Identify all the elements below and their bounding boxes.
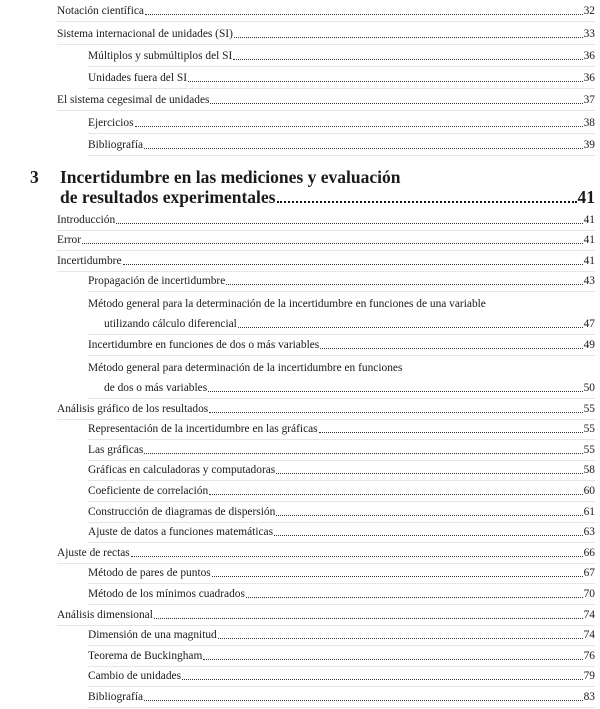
dot-leader: [144, 148, 583, 149]
toc-entry[interactable]: [57, 251, 595, 272]
dot-leader: [218, 638, 583, 639]
entry-page-number: 55: [583, 402, 595, 415]
dot-leader: [210, 103, 582, 104]
dot-leader: [233, 59, 582, 60]
chapter-title-line1: Incertidumbre en las mediciones y evaluación: [60, 167, 401, 188]
toc-entry[interactable]: [88, 687, 595, 708]
toc-entry[interactable]: [88, 502, 595, 523]
dot-leader: [274, 535, 583, 536]
entry-title: Dimensión de una magnitud: [88, 629, 217, 642]
entry-page-number: 39: [583, 139, 595, 152]
dot-leader: [276, 515, 582, 516]
dot-leader: [212, 576, 583, 577]
toc-entry[interactable]: [88, 523, 595, 544]
entry-page-number: 74: [583, 629, 595, 642]
entry-page-number: 70: [583, 587, 595, 600]
dot-leader: [144, 453, 582, 454]
dot-leader: [116, 223, 582, 224]
toc-entry[interactable]: [88, 564, 595, 585]
entry-title: Las gráficas: [88, 443, 144, 456]
toc-entry[interactable]: [88, 584, 595, 605]
chapter-entries: [0, 210, 600, 708]
toc-entry[interactable]: [88, 111, 595, 133]
toc-entry[interactable]: [88, 272, 595, 293]
toc-entry[interactable]: [88, 67, 595, 89]
entry-page-number: 63: [583, 526, 595, 539]
previous-chapter-entries: [0, 0, 600, 156]
toc-entry[interactable]: [57, 231, 595, 252]
entry-title: Ejercicios: [88, 116, 134, 129]
dot-leader: [234, 37, 583, 38]
dot-leader: [209, 494, 582, 495]
entry-page-number: 79: [583, 670, 595, 683]
entry-title: Propagación de incertidumbre: [88, 275, 226, 288]
dot-leader: [246, 597, 583, 598]
entry-title: Introducción: [57, 213, 116, 226]
entry-title: Bibliografía: [88, 139, 144, 152]
entry-title: Notación científica: [57, 5, 144, 18]
toc-entry[interactable]: [57, 399, 595, 420]
entry-page-number: 36: [583, 49, 595, 62]
entry-page-number: 37: [583, 94, 595, 107]
entry-page-number: 49: [583, 339, 595, 352]
toc-entry[interactable]: [88, 626, 595, 647]
dot-leader: [320, 348, 582, 349]
entry-page-number: 55: [583, 423, 595, 436]
entry-page-number: 41: [583, 254, 595, 267]
toc-entry[interactable]: [57, 210, 595, 231]
entry-title: Múltiplos y submúltiplos del SI: [88, 49, 233, 62]
toc-entry[interactable]: [88, 646, 595, 667]
entry-page-number: 50: [583, 382, 595, 395]
entry-title: Ajuste de rectas: [57, 546, 130, 559]
toc-entry[interactable]: [88, 481, 595, 502]
entry-title: Cambio de unidades: [88, 670, 182, 683]
toc-entry[interactable]: [57, 89, 595, 111]
entry-page-number: 41: [583, 234, 595, 247]
entry-title: Incertidumbre: [57, 254, 122, 267]
dot-leader: [226, 284, 582, 285]
chapter-title-line2: de resultados experimentales: [60, 187, 276, 208]
entry-title: Teorema de Buckingham: [88, 649, 203, 662]
entry-page-number: 55: [583, 443, 595, 456]
toc-entry[interactable]: [57, 0, 595, 22]
entry-title: Sistema internacional de unidades (SI): [57, 27, 233, 40]
dot-leader: [131, 556, 583, 557]
entry-page-number: 41: [583, 213, 595, 226]
entry-title-continuation: de dos o más variables: [104, 382, 208, 395]
entry-page-number: 74: [583, 608, 595, 621]
toc-entry[interactable]: [57, 605, 595, 626]
toc-entry[interactable]: [88, 461, 595, 482]
chapter-heading[interactable]: [30, 167, 595, 210]
dot-leader: [154, 618, 583, 619]
entry-title: Método de pares de puntos: [88, 567, 211, 580]
toc-entry[interactable]: [57, 543, 595, 564]
toc-entry[interactable]: [88, 667, 595, 688]
toc-entry[interactable]: [88, 356, 595, 399]
entry-page-number: 83: [583, 690, 595, 703]
dot-leader: [145, 14, 583, 15]
entry-page-number: 36: [583, 72, 595, 85]
toc-entry[interactable]: [88, 134, 595, 156]
toc-entry[interactable]: [88, 420, 595, 441]
entry-page-number: 33: [583, 27, 595, 40]
toc-entry[interactable]: [88, 45, 595, 67]
dot-leader: [144, 700, 583, 701]
entry-page-number: 67: [583, 567, 595, 580]
dot-leader: [276, 473, 582, 474]
entry-page-number: 38: [583, 116, 595, 129]
entry-title: Representación de la incertidumbre en las gráficas: [88, 423, 318, 436]
dot-leader: [203, 659, 582, 660]
entry-title: Unidades fuera del SI: [88, 72, 188, 85]
entry-title: Análisis dimensional: [57, 608, 153, 621]
entry-title: Método de los mínimos cuadrados: [88, 587, 245, 600]
entry-page-number: 66: [583, 546, 595, 559]
entry-title: Análisis gráfico de los resultados: [57, 402, 209, 415]
entry-title: Error: [57, 234, 82, 247]
entry-page-number: 58: [583, 464, 595, 477]
entry-page-number: 32: [583, 5, 595, 18]
toc-entry[interactable]: [88, 440, 595, 461]
entry-page-number: 47: [583, 318, 595, 331]
dot-leader: [188, 81, 583, 82]
dot-leader: [82, 243, 583, 244]
chapter-number: 3: [30, 167, 39, 188]
entry-title-continuation: utilizando cálculo diferencial: [104, 318, 237, 331]
toc-entry[interactable]: [57, 22, 595, 44]
entry-page-number: 76: [583, 649, 595, 662]
dot-leader: [208, 391, 582, 392]
chapter-page-number: 41: [577, 187, 595, 208]
entry-title: Incertidumbre en funciones de dos o más variables: [88, 339, 320, 352]
entry-title: Ajuste de datos a funciones matemáticas: [88, 526, 274, 539]
dot-leader: [277, 201, 577, 203]
dot-leader: [135, 126, 583, 127]
entry-title: Método general para la determinación de la incertidumbre en funciones de una variable: [88, 298, 486, 311]
dot-leader: [238, 327, 583, 328]
toc-entry[interactable]: [88, 292, 595, 335]
dot-leader: [123, 264, 583, 265]
entry-title: Gráficas en calculadoras y computadoras: [88, 464, 276, 477]
toc-entry[interactable]: [88, 335, 595, 356]
dot-leader: [209, 412, 582, 413]
entry-title: El sistema cegesimal de unidades: [57, 94, 210, 107]
entry-page-number: 43: [583, 275, 595, 288]
dot-leader: [182, 679, 583, 680]
entry-page-number: 60: [583, 485, 595, 498]
entry-title: Coeficiente de correlación: [88, 485, 209, 498]
entry-title: Bibliografía: [88, 690, 144, 703]
entry-title: Método general para determinación de la incertidumbre en funciones: [88, 362, 403, 375]
dot-leader: [319, 432, 583, 433]
entry-page-number: 61: [583, 505, 595, 518]
entry-title: Construcción de diagramas de dispersión: [88, 505, 276, 518]
